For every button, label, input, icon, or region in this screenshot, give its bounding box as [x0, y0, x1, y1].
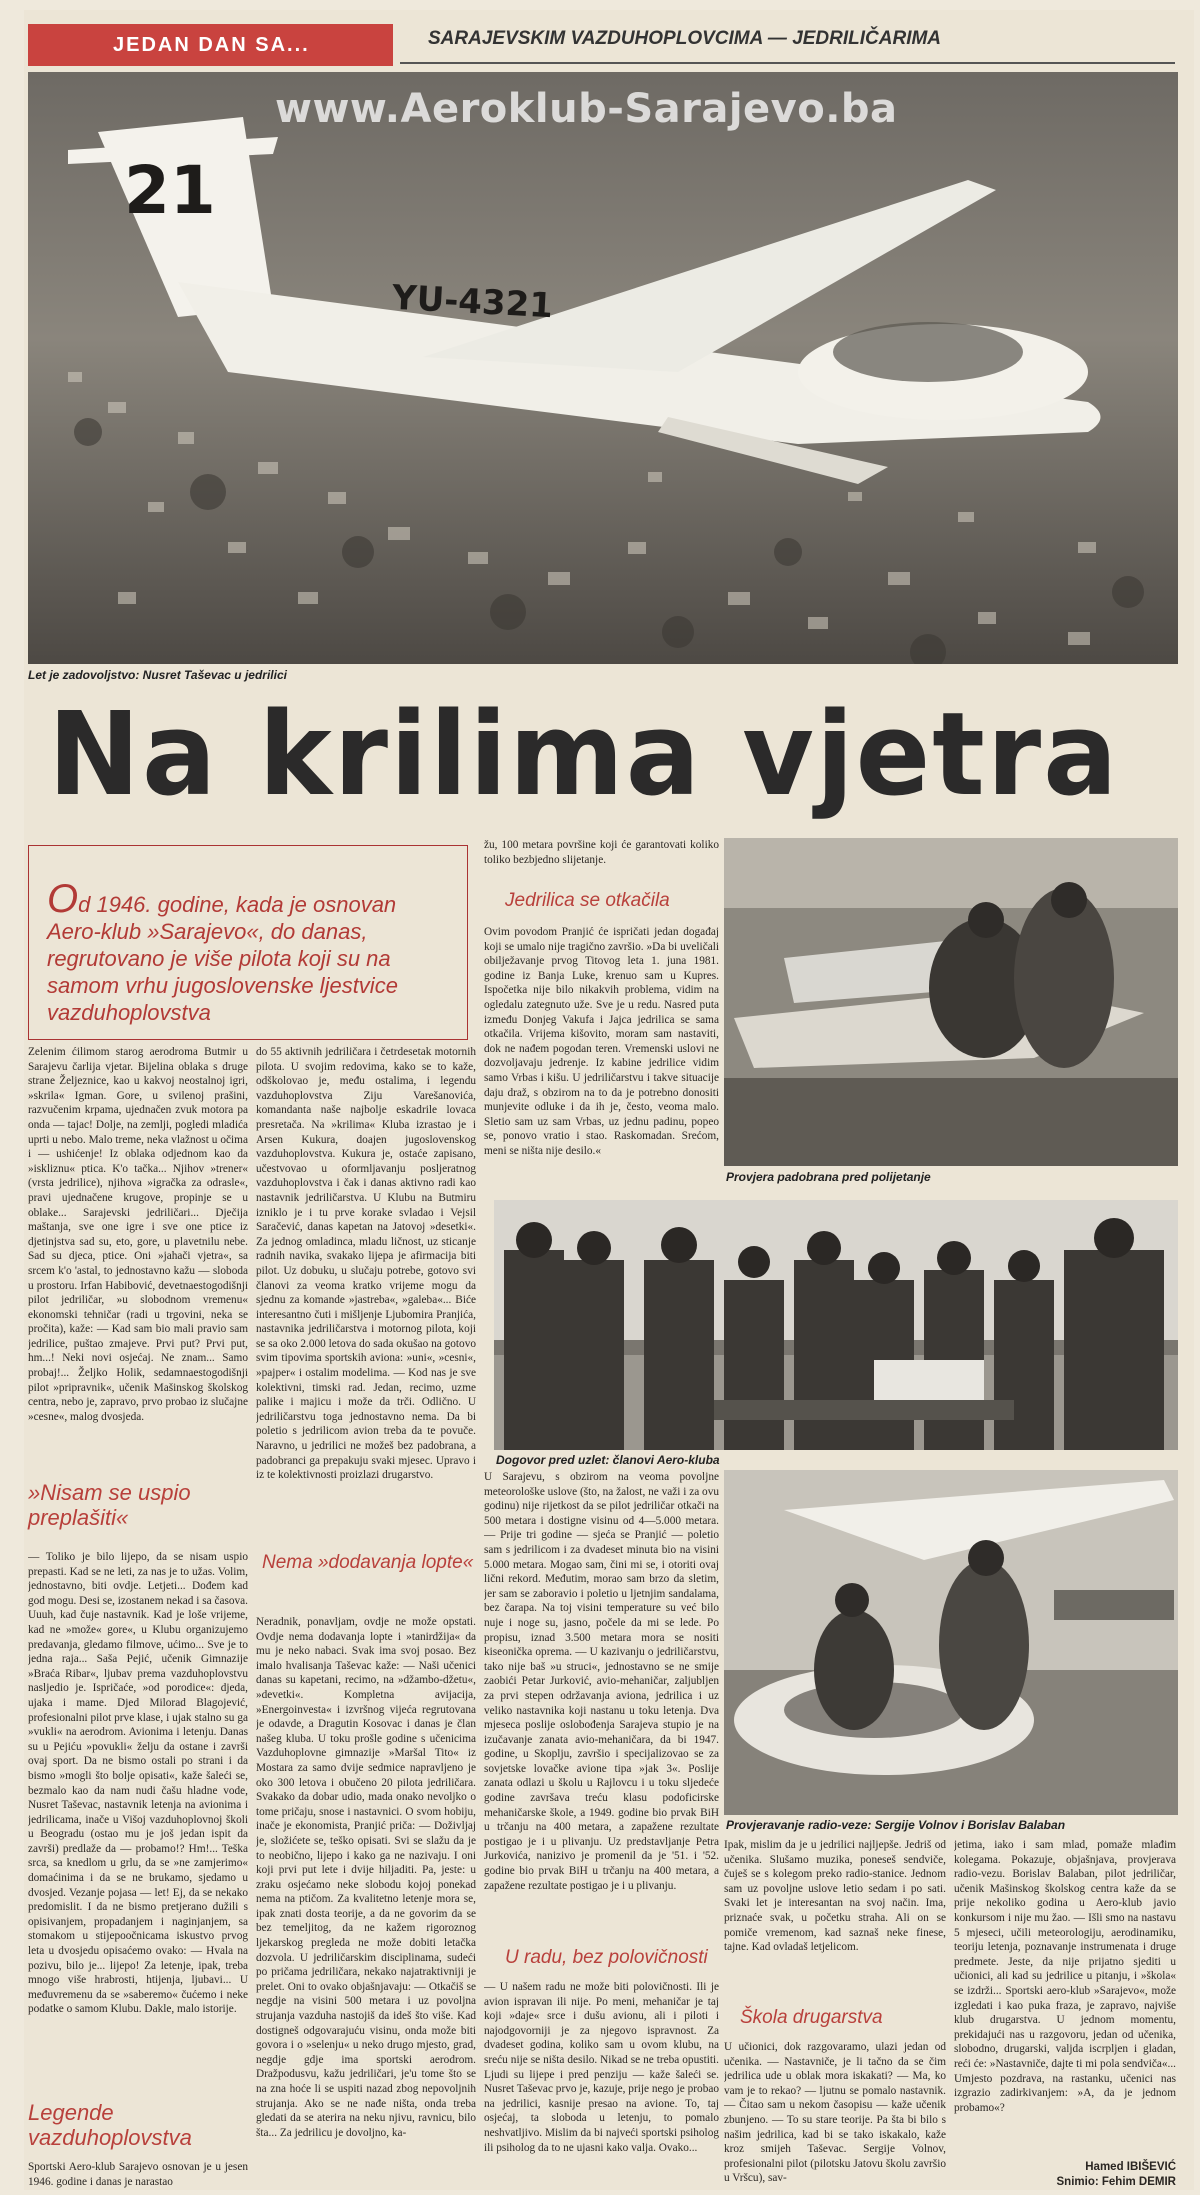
- subhead-jedrilica-se-otkacila: Jedrilica se otkačila: [505, 890, 670, 911]
- subhead-nema-dodavanja: Nema »dodavanja lopte«: [262, 1552, 474, 1573]
- column-4-text-b: U učionici, dok razgovaramo, ulazi jedan od učenika. — Nastavniče, je li tačno da se čim jedrilica ude u oblak mora iskakati? — Ma, ko vam je to rekao? — ljutnu se pomalo nastavnik. — Čitao sam u nekom časopisu — kaže učenik zbunjeno. — To su stare teorije. Pa šta bi bilo s našim jedrilica, kad bi se tako iskakalo, kaže kroz smijeh Taševac. Sergije Volnov, profesionalni pilot (pilotsku Jatovu školu završio u Vršcu), sav-: [724, 2041, 946, 2185]
- subhead-u-radu: U radu, bez polovičnosti: [505, 1947, 708, 1968]
- column-4-text-a: Ipak, mislim da je u jedrilici najljepše. Jedriš od učenika. Slušamo muzika, poneseš sendviče, čuješ se s kolegom preko radio-stanice. Jednom sam uz povoljne uslove letio sedam i po sati. Svaki let je interesantan na svoj način. Ima, priznaće svak, u početku straha. Ali on se pomiče vremenom, kad saznaš neke finese, tajne. Kad ovladaš letjelicom.: [724, 1839, 946, 1954]
- club-members-caption: Dogovor pred uzlet: članovi Aero-kluba: [496, 1453, 720, 1467]
- strapline: SARAJEVSKIM VAZDUHOPLOVCIMA — JEDRILIČARIMA: [428, 28, 942, 49]
- column-1-text-c: Sportski Aero-klub Sarajevo osnovan je u jesen 1946. godine i danas je narastao: [28, 2161, 248, 2188]
- headline: Na krilima vjetra: [48, 686, 1120, 822]
- column-3-text-c: U Sarajevu, s obzirom na veoma povoljne meteorološke uslove (što, na žalost, ne važi i za ovu godinu) nije rijetkost da se pilot jedriličar otkači na 500 metara i dostigne visinu od 4—5.000 metara. — Prije tri godine — sjeća se Pranjić — poletio sam s jedrilicom i za dvadeset minuta bio na visini 5.000 metara. Mogao sam, čini mi se, i otoriti ovaj lični rekord. Međutim, morao sam brzo da sletim, jer sam se zaboravio i poletio u ljetnjim sandalama, bez čarapa. Na toj visini temperature su već bilo nuje i noge su, jasno, počele da mi se lede. Po propisu, iznad 3.500 metara mora se nositi kiseonička oprema. — U kazivanju o jedriličarstvu, tako nije baš »u struci«, jednostavno se ne smije zaobići Petar Jurković, avio-mehaničar, zaljubljen za prvi stepen održavanja aviona, jedrilica i uz veliko nastavnika koji nastanu u toku letenja. Dva mjeseca poslije oslobođenja Sarajeva stupio je na izučavanje zanata avio-mehaničara, da bi 1947. godine, u Skoplju, završio i specijalizovao se za sovjetske lovačke avione tipa »jak 3«. Poslije zanata odlazi u školu u Rajlovcu i u toku sljedeće godine završava treću klasu podoficirske mehaničarske škole, a 1949. godine bio prvak BiH u trčanju na 400 metara, a zapažene rezultate postigao je i u plivanju. Uz predstavljanje Petra Jurkovića, nanizivo je promenil da je '51. i '52. godine bio prvak BiH u trčanju na 400 metara, a zapažene rezultate postigao je i u plivanju.: [484, 1471, 719, 1892]
- parachute-photo-caption: Provjera padobrana pred polijetanje: [726, 1170, 931, 1184]
- byline-author: Hamed IBIŠEVIĆ: [1085, 2161, 1176, 2173]
- section-rubric: JEDAN DAN SA...: [28, 24, 393, 66]
- column-2-text-a: do 55 aktivnih jedriličara i četrdesetak motornih pilota. U svojim redovima, kako se to kaže, odškolovao je, među ostalima, i legendu vazduhoplovstva Ziju Varešanovića, komandanta naše najbolje eskadrile lovaca presretača. Na »krilima« Kluba izrastao je i Arsen Kukura, doajen jugoslovenskog vazduhoplovstva. Kukura je, ostaće zapisano, učestvovao u oformljavanju posljeratnog vazduhoplovstva i čak i danas aktivno radi kao nastavnik jedriličarstva. U Klubu na Butmiru izniklo je i tu prve korake svladao i Vejsil Saračević, danas kapetan na Jatovoj »desetki«. Za jednog omladinca, mladu ličnost, uz sticanje radnih navika, svakako lijepa je afirmacija biti pilot. Uz dobuku, u slučaju potrebe, gotovo svi članovi za veoma kratko vrijeme mogu da sjednu za komande »jastreba«, »galeba«... Biće interesantno čuti i mišljenje Ljubomira Pranjića, nastavnika jedriličarstva i motornog pilota, koji se sa oko 2.000 letova do sada okušao na gotovo svim tipovima sportskih aviona: »uni«, »cesni«, »pajper« i ostalim modelima. — Kod nas je sve kolektivni, timski rad. Jedan, recimo, uzme palike i majicu i može da trči. Odlično. U jedriličarstvu toga jednostavno nema. Da bi poletio s jedrilicom avion treba da te povuče. Naravno, u jedrilici ne možeš bez padobrana, a padobranci ga prepakuju svaki mjesec. Upravo i iz te kolektivnosti proizlazi drugarstvo.: [256, 1046, 476, 1482]
- parachute-check-photo: [724, 838, 1178, 1166]
- main-photo-caption: Let je zadovoljstvo: Nusret Taševac u jedrilici: [28, 668, 287, 682]
- header-rule: [400, 62, 1175, 64]
- tail-number: 21: [124, 152, 216, 229]
- lead-dropcap: O: [47, 877, 79, 921]
- column-5-text-a: jetima, iako i sam mlad, pomaže mlađim kolegama. Pokazuje, objašnjava, provjerava radio-vezu. Borislav Balaban, pilot jedriličar, učenik Mašinskog školskog centra kaže da se prije nekoliko godina u Aero-klub javio konkursom i nije mu žao. — Išli smo na nastavu 5 mjeseci, učili meteorologiju, aerodinamiku, teoriju letenja, poznavanje instrumenata i druge predmete. Jeste, da nije prijatno sjediti u učionici, ali kad su jedrilice u pitanju, i »škola« se izdrži... Sportski aero-klub »Sarajevo«, može izgledati i kao puka fraza, je zapravo, najviše klub drugarstva. U jednom momentu, prekidajući nas u razgovoru, jedan od učenika, slobodno, drugarski, valjda iscrpljen i gladan, reći će: »Nastavniče, dajte ti mi pola sendviča«... Umjesto pozdrava, na rastanku, učenici nas izgrazio zadirkivanjem: »A, da je jednom probamo«?: [954, 1839, 1176, 2114]
- column-2-text-b: Neradnik, ponavljam, ovdje ne može opstati. Ovdje nema dodavanja lopte i »tanirdžija« da mu je neko nabaci. Svak ima svoj posao. Bez imalo hvalisanja Taševac kaže: — Naši učenici danas su kapetani, recimo, na »džambo-džetu«, »devetki«. Kompletna avijacija, »Energoinvesta« i izvršnog vijeća regrutovana je odavde, a Dragutin Kosovac i danas je član našeg kluba. U toku prošle godine s učenicima Vazduhoplovne gimnazije »Maršal Tito« iz Mostara za samo dvije sedmice napravljeno je oko 300 letova i obučeno 20 pilota jedriličara. Svakako da dobar udio, mada onako nevoljko o tome pričaju, snose i nastavnici. O svom hobiju, inače je ekonomista, Pranjić priča: — Doživljaj je, složićete se, teško opisati. Svi se slažu da je to neobično, lijepo i kako ga ne nazivaju. I oni koji prvi put lete i dvije hiljaditi. Pa, jeste: u zraku osjećamo neke slobodu kojoj ponekad nema na ptičom. Za kvalitetno letenje mora se, ipak znati dosta teorije, a da ne govorim da se bez temeljitog, da ne kažem rigoroznog ljekarskog pregleda ne može dobiti letačka dozvola. U jedriličarskim disciplinama, sudeći po pričama jedriličara, nekako najatraktivniji je prelet. Oni to ovako objašnjavaju: — Otkačiš se negdje na visini 500 metara i uz povoljna strujanja vazduha nastojiš da ideš što više. Kad dostigneš odgovarajuću visinu, onda može biti govora i o »selenju« u neko drugo mjesto, grad, negdje gdje ima sportski aerodrom. Dražpodusvu, kažu jedriličari, je'u tome što se na zna hoće li se uspiti nazad zbog nepovoljnih strujanja. Ako se ne nađe ništa, onda treba gledati da se aterira na neku njivu, ravnicu, bilo šta... Za jedrilicu je dovoljno, ka-: [256, 1616, 476, 2139]
- byline-photographer: Snimio: Fehim DEMIR: [1056, 2176, 1176, 2188]
- subhead-nisam-se-uspio: »Nisam se uspio preplašiti«: [28, 1480, 191, 1530]
- radio-photo-caption: Provjeravanje radio-veze: Sergije Volnov i Borislav Balaban: [726, 1818, 1066, 1832]
- registration-mark: YU-4321: [391, 277, 554, 327]
- column-3-text-d: — U našem radu ne može biti polovičnosti. Ili je avion ispravan ili nije. Po meni, mehaničar je taj koji »daje« srce i dušu avionu, ali i piloti i najodgovorniji je za njegovo ispravnost. Za dvadeset godina, koliko sam u ovom klubu, na sreću nije se ništa desilo. Nikad se ne treba opustiti. Ljudi su lijepe i pred penziju — kaže šaleći se. Nusret Taševac prvo je, kazuje, prije nego je probao na jedrilici, kasnije presao na avione. To, taj osjećaj, ta sloboda u letenju, to pomalo neshvatljivo. Mislim da bi najveći sportski psiholog ili psiholog da to ne ujasni kako valja. Ovako...: [484, 1981, 719, 2154]
- lead-text: d 1946. godine, kada je osnovan Aero-klub »Sarajevo«, do danas, regrutovano je više pilota koji su na samom vrhu jugoslovenske ljestvice vazduhoplovstva: [47, 892, 398, 1025]
- watermark-text: www.Aeroklub-Sarajevo.ba: [275, 86, 898, 132]
- subhead-skola-drugarstva: Škola drugarstva: [740, 2007, 883, 2028]
- column-3-text-b: Ovim povodom Pranjić će ispričati jedan događaj koji se umalo nije tragično završio. »Da bi uveličali obilježavanje prvog Titovog leta 1. juna 1981. godine iz Banja Luke, krenuo sam u Kupres. Ispočetka nije bilo nikakvih problema, vidim na ogledalu zategnuto uže. Sve je u redu. Nasred puta između Donjeg Vakufa i Jajca jedrilica se sama otkačila. Vrijema kišovito, moram sam nastaviti, dok ne nađem pogodan teren. Vremenski uslovi ne dozvoljavaju jedrenje. Iz kabine jedrilice vidim samo Vrbas i kišu. U jedriličarstvu i takve situacije daju draž, s obzirom na to da je potrebno donositi munjevite odluke i da ih je, često, veoma malo. Sletio sam uz sam Vrbas, uz jednu padinu, popeo se, ponovo vratio i stao. Raskomadan. Srećom, meni se ništa nije desilo.«: [484, 926, 719, 1157]
- subhead-legende: Legende vazduhoplovstva: [28, 2100, 192, 2150]
- column-1-text-a: Zelenim ćilimom starog aerodroma Butmir u Sarajevu čarlija vjetar. Bijelina oblaka s druge strane Željeznice, kao u kakvoj neostalnoj igri, »skrila« Igman. Gore, u svilenoj prašini, razvučenim krpama, ujednačen zvuk motora pa onda — tajac! Dolje, na zemlji, pogledi mladića uprti u nebo. Malo treme, neka vlažnost u očima i — ushićenje! Iz oblaka odjednom kao da »iskliznu« ptica. K'o tačka... Njihov »trener« (vrsta jedrilice), njihova »igračka za odrasle«, pravi ujednačene krugove, propinje se u oblake... Sarajevski jedriličari... Dječija maštanja, sve one igre i sve one ptice iz djetinjstva sad su, eto, gore, u plavetnilu nebe. Sad su djeca, ptice. Oni »jahači vjetra«, sa srcem k'o 'astal, to jednostavno kažu — sloboda u prostoru. Irfan Habibović, devetnaestogodišnji pilot jedriličar, »u slobodnom vremenu« ekonomski tehničar (radi u trgovini, neka se pročita), kaže: — Kad sam bio mali pravio sam jedrilice, puštao zmajeve. Prvi put? Prvi put, hm...! Neki novi osjećaj. Ne znam... Samo probaj!... Željko Holik, sedamnaestogodišnji pilot »pripravnik«, učenik Mašinskog školskog centra, nebo je, zapravo, prvo probao iz slučajne »cesne«, malog dvosjeda.: [28, 1046, 248, 1423]
- column-1-text-b: — Toliko je bilo lijepo, da se nisam uspio prepasti. Kad se ne leti, za nas je to užas. Volim, jednostavno, biti ovdje. Letjeti... Dođem kad god mogu. Desi se, izostanem nekad i sa časova. Uuuh, kad čuje nastavnik. Kad je loše vrijeme, kad ne »može« gore«, u Klubu organizujemo predavanja, gledamo filmove, ućimo... Sve je to jedna raja... Saša Pejić, učenik Gimnazije »Braća Ribar«, ljubav prema vazduhoplovstvu nasljedio je. Ispričaće, »od porodice«: djeda, ujaka i mame. Djed Milorad Blagojević, profesionalni pilot prve klase, i ujak stalno su ga »vukli« na aerodrom. Avionima i letenju. Danas su u Pejiću »povukli« želju da ostane i završi ovaj sport. Da ne bismo ostali po strani i da bismo »mogli što bolje opisati«, kaže šaleći se, bezmalo kao da nam nudi čašu hladne vode, Nusret Taševac, nastavnik letenja na avionima i jedrilicama, inače u Višoj vazduhoplovnoj školi u Beogradu (ostao mu je još jedan ispit da završi) predlaže da — probamo!? Hm!... Teška srca, sa knedlom u grlu, da se »ne zamjerimo« domaćinima i da se ne brukamo, sjedamo u dvosjed. Vezanje pojasa — let! Ej, da se nekako predomislit. I da ne bismo pretjerano dužili s opisivanjem, propadanjem i naginjanjem, sa stomakom u stijepoočnicama iskustvo prvog leta u dvosjedu opisaćemo ovako: — Hvala na pozivu, bilo je... lijepo! Za letenje, ipak, treba mnogo više hrabrosti, htijenja, ljubavi... U međuvremenu da se »saberemo« čućemo i neke podatke o samom Klubu. Dakle, malo istorije.: [28, 1551, 248, 2016]
- radio-check-photo: [724, 1470, 1178, 1815]
- club-members-photo: [494, 1200, 1178, 1450]
- column-3-text-a: žu, 100 metara površine koji će garantovati koliko toliko bezbjedno slijetanje.: [484, 839, 719, 866]
- lead-paragraph: [28, 845, 468, 1040]
